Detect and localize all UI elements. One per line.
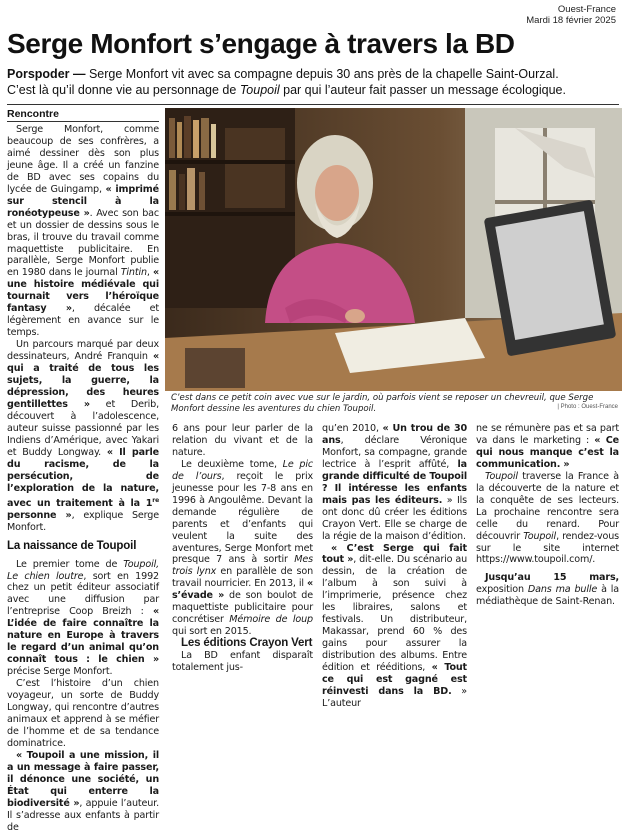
section-heading: La naissance de Toupoil <box>7 539 137 552</box>
separator-rule <box>7 104 619 105</box>
paragraph: La BD enfant disparaît totalement jus- <box>172 650 313 674</box>
paragraph: Le premier tome de Toupoil, Le chien loutre, sort en 1992 chez un petit éditeur associatif avec une diffusion par l’entreprise Coop Breizh : « L’idée de faire connaître la nature en Europe à travers le regard d’un animal qu’on connaît tous : le chien » précise Serge Monfort. <box>7 558 160 678</box>
publication-name: Ouest-France <box>557 4 616 15</box>
article-column-4 <box>476 423 619 608</box>
paragraph: « C’est Serge qui fait tout », dit-elle. Du scénario au dessin, de la création de l’album à son suivi à l’imprimerie, présence chez les libraires, salons et festivals. Un distributeur, Makassar, prend 60 % des gains pour assurer la distribution des albums. Entre édition et rééditions, « Tout ce qui est gagné est réinvesti dans la BD. » L’auteur <box>322 542 467 709</box>
publication-date: Mardi 18 février 2025 <box>526 15 616 26</box>
paragraph: C’est l’histoire d’un chien voyageur, un sorte de Buddy Longway, qui rencontre d’autres animaux et apprend à se méfier de l’homme et de sa tendance dominatrice. <box>7 678 159 749</box>
article-photo <box>165 108 622 391</box>
photo-credit: | Photo : Ouest-France <box>557 404 618 410</box>
masthead <box>526 4 616 26</box>
headline: Serge Monfort s’engage à travers la BD <box>7 28 515 59</box>
paragraph: Le deuxième tome, Le pic de l’ours, reçoit le prix jeunesse pour les 7-8 ans en 1996 à Angoulême. Devant la demande régulière de parents et d’enfants qui veulent la suite des aventures, Serge Monfort met presque 7 ans à sortir Mes trois lynx en parallèle de son travail nourricier. En 2013, il « s’évade » de son boulot de maquettiste publicitaire pour concrétiser Mémoire de loup qui sort en 2015. <box>172 458 313 638</box>
paragraph: Toupoil traverse la France à la découverte de la nature et la conquête de ses lecteurs. La prochaine rencontre sera celle du renard. Pour découvrir Toupoil, rendez-vous sur le site internet https://www.toupoil.com/. <box>476 470 619 566</box>
paragraph: qu’en 2010, « Un trou de 30 ans, déclare Véronique Monfort, sa compagne, grande lectrice à l’esprit affûté, la grande difficulté de Toupoil ? Il intéresse les enfants mais pas les éditeurs. » Ils ont donc dû créer les éditions Crayon Vert. Elle se charge de la régie de la maison d’édition. <box>322 423 468 542</box>
paragraph: « Toupoil a une mission, il a un message à faire passer, il dénonce une société, un État qui enterre la biodiversité », appuie l’auteur. Il s’adresse aux enfants à partir de <box>7 749 159 833</box>
paragraph: 6 ans pour leur parler de la relation du vivant et de la nature. <box>172 423 313 458</box>
article-column-3 <box>322 423 467 710</box>
paragraph: ne se rémunère pas et sa part va dans le marketing : « Ce qui nous manque c’est la communication. » <box>476 423 619 470</box>
article-column-1 <box>7 124 159 833</box>
article-column-2 <box>172 423 313 674</box>
section-heading: Les éditions Crayon Vert <box>181 637 313 650</box>
paragraph: Jusqu’au 15 mars, exposition Dans ma bulle à la médiathèque de Saint-Renan. <box>476 572 620 608</box>
kicker-underline <box>7 121 159 122</box>
photo-caption: C’est dans ce petit coin avec vue sur le jardin, où parfois vient se reposer un chevreuil, que Serge Monfort dessine les aventures du chien Toupoil. <box>171 393 594 414</box>
dateline: Porspoder — <box>7 67 86 81</box>
kicker-label: Rencontre <box>7 108 59 120</box>
standfirst: Porspoder — Serge Monfort vit avec sa compagne depuis 30 ans près de la chapelle Saint-Ourzal. C’est là qu’il donne vie au personnage de Toupoil par qui l’auteur fait passer un message écologique. <box>7 67 566 97</box>
paragraph: Serge Monfort, comme beaucoup de ses confrères, a aimé dessiner dès son plus jeune âge. Il a créé un fanzine de BD avec ses copains du lycée de Guingamp, « imprimé sur stencil à la ronéotypeuse ». Avec son bac et un dossier de dessins sous le bras, il trouve du travail comme maquettiste publicitaire. En parallèle, Serge Monfort publie en 1980 dans le journal Tintin, « une histoire médiévale qui tournait vers l’héroïque fantasy », décalée et légèrement en avance sur le temps. <box>7 124 159 339</box>
paragraph: Un parcours marqué par deux dessinateurs, André Franquin « qui a traité de tous les sujets, la guerre, la dépression, des heures gentillettes » et Derib, découvert à l’adolescence, auteur suisse passionné par les Indiens d’Amérique, avec Yakari et Buddy Longway. « Il parle du racisme, de la persécution, de l’exploration de la nature, avec un traitement à la 1re personne », explique Serge Monfort. <box>7 339 159 533</box>
photo-illustration <box>165 108 622 391</box>
